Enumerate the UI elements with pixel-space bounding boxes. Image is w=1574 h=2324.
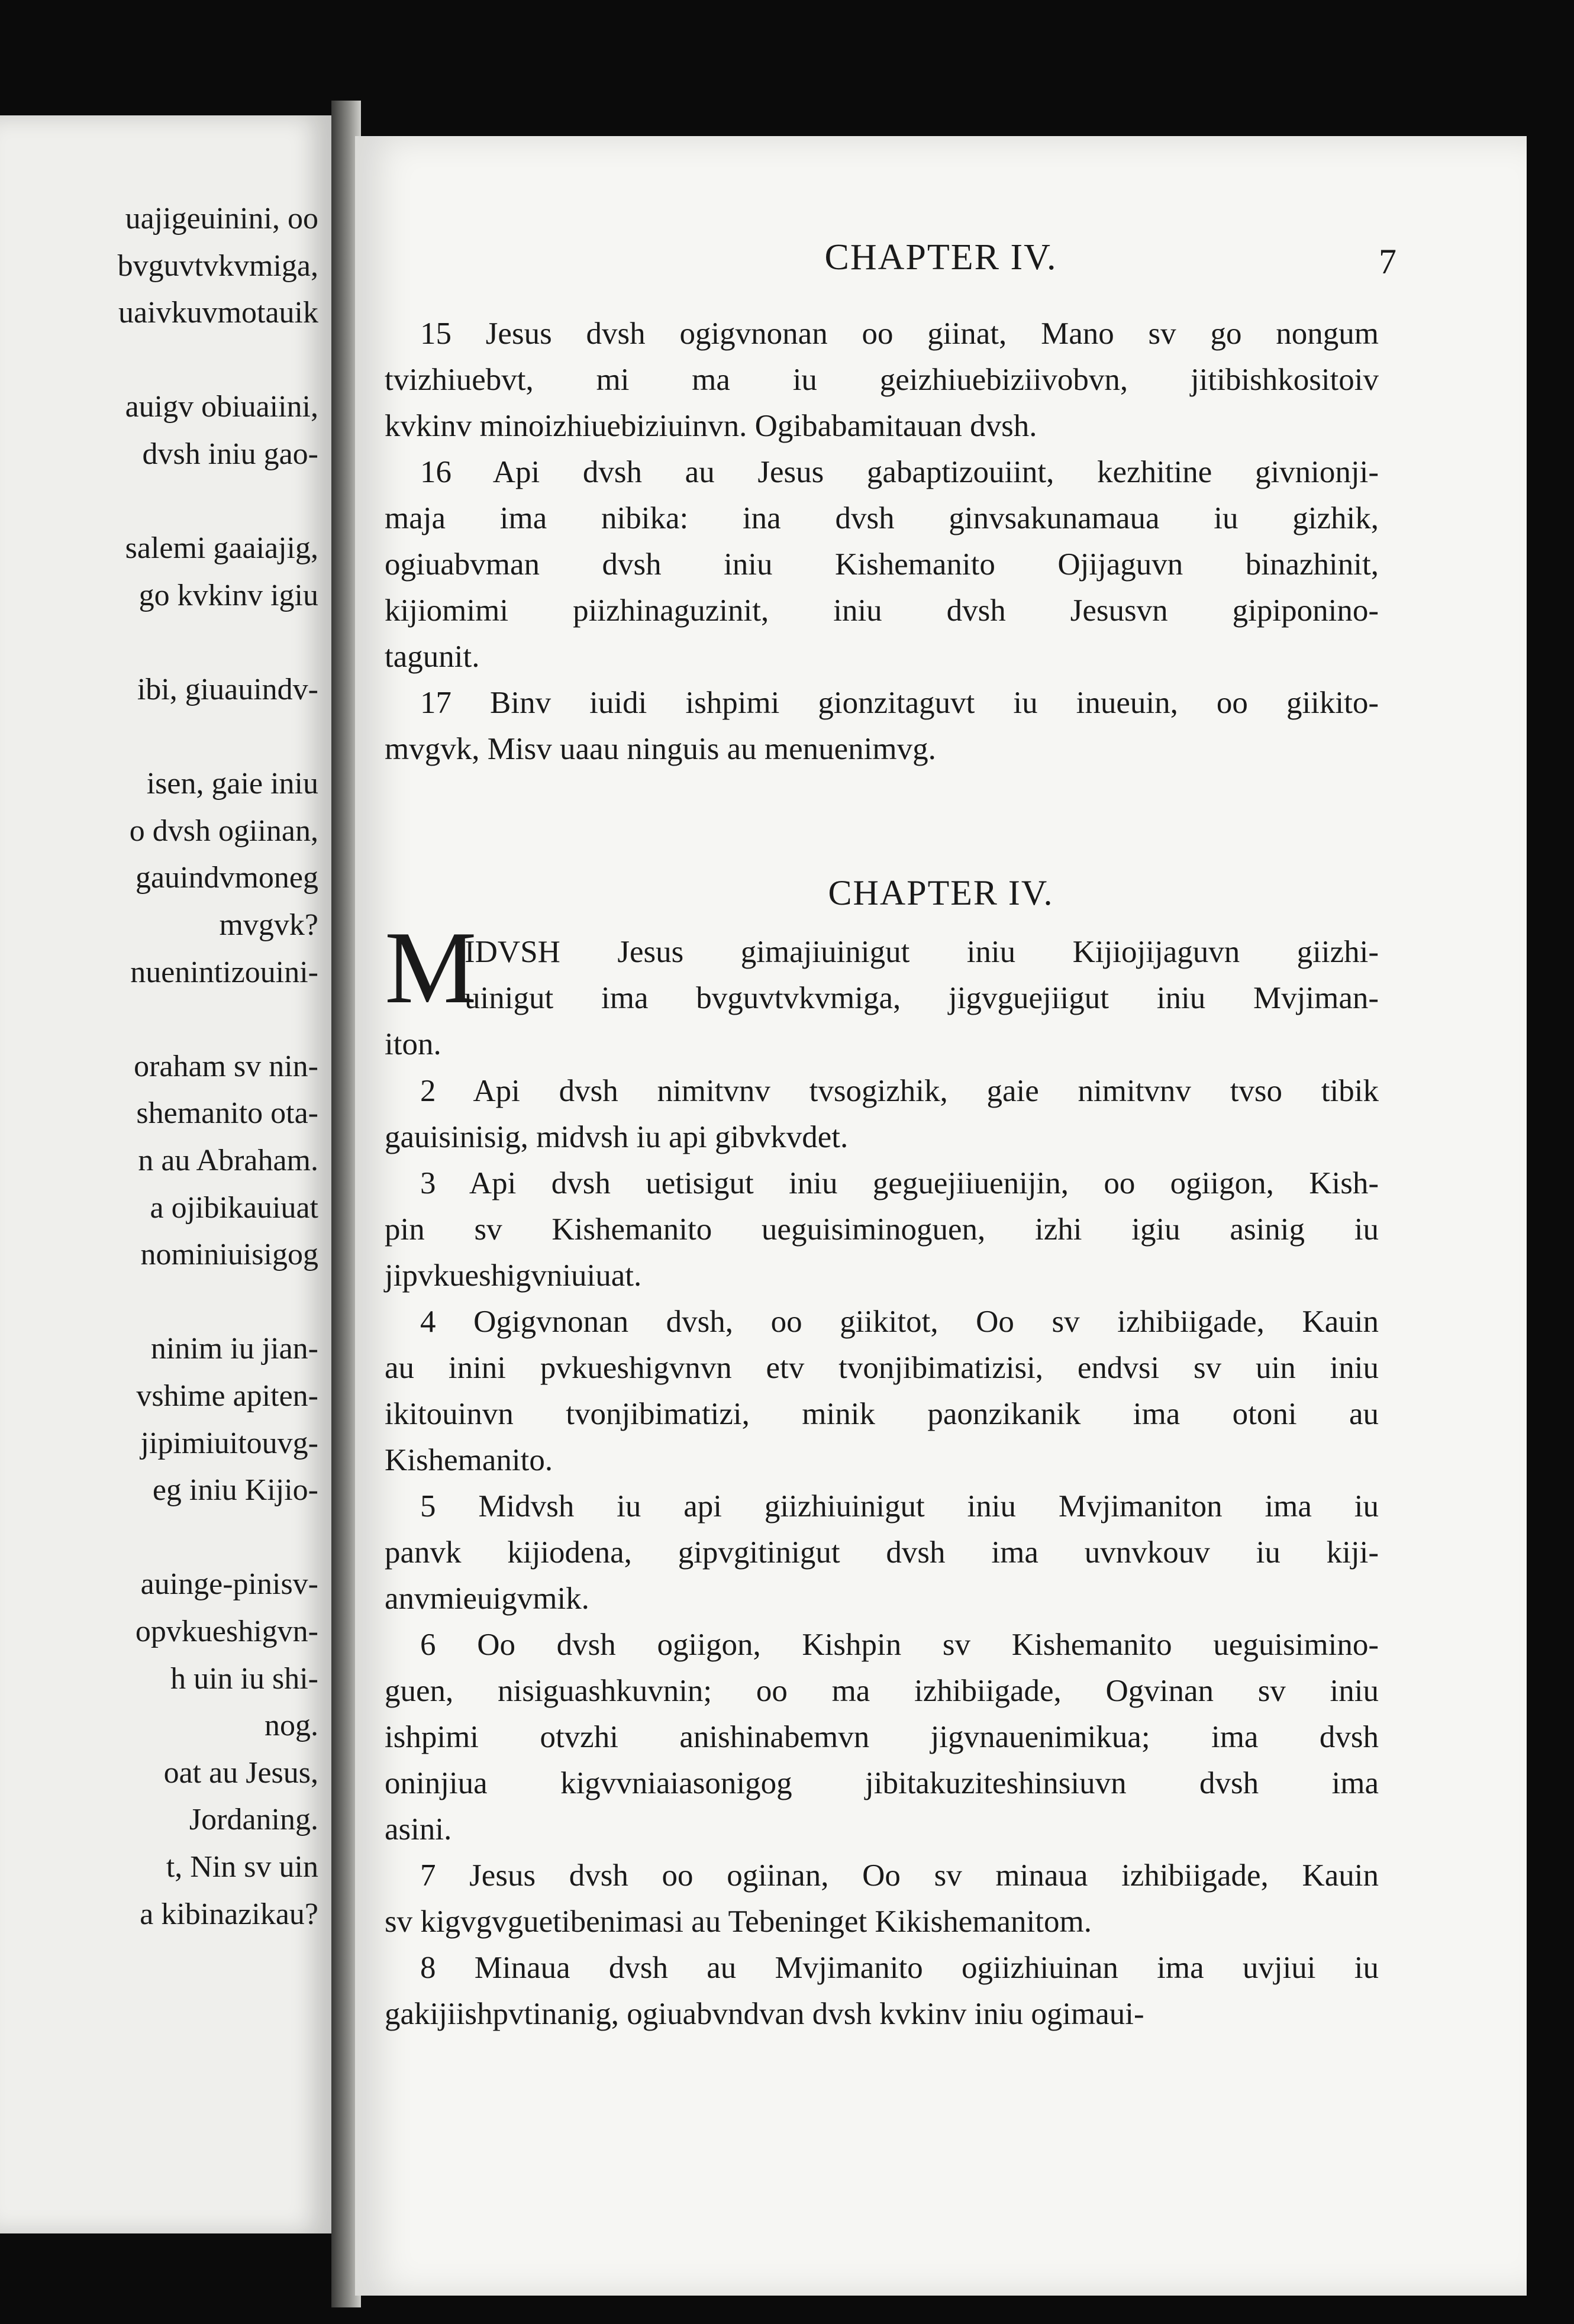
- verse-line: 8 Minaua dvsh au Mvjimanito ogiizhiuinan ima uvjiui iu: [420, 1951, 1379, 1985]
- left-page-line: auinge-pinisv-: [140, 1567, 318, 1602]
- drop-cap-initial: M: [385, 910, 477, 1025]
- verse-line: tagunit.: [385, 640, 480, 674]
- verse-paragraph: [385, 680, 1379, 772]
- left-page-line: gauindvmoneg: [135, 861, 318, 895]
- left-page-line: auigv obiuaiini,: [125, 390, 318, 424]
- left-page-line: bvguvtvkvmiga,: [117, 248, 318, 283]
- verse-line: anvmieuigvmik.: [385, 1581, 589, 1616]
- left-page-line: t, Nin sv uin: [166, 1850, 318, 1884]
- verse-line: 6 Oo dvsh ogiigon, Kishpin sv Kishemanito ueguisimino-: [420, 1628, 1379, 1662]
- verse-line: tvizhiuebvt, mi ma iu geizhiuebiziivobvn, jitibishkositoiv: [385, 363, 1379, 397]
- verse-line: au inini pvkueshigvnvn etv tvonjibimatizisi, endvsi sv uin iniu: [385, 1351, 1379, 1385]
- verse-line: 17 Binv iuidi ishpimi gionzitaguvt iu inueuin, oo giikito-: [420, 686, 1379, 720]
- left-page-line: n au Abraham.: [138, 1144, 318, 1177]
- left-page-line: Jordaning.: [189, 1803, 318, 1837]
- left-page-line: nuenintizouini-: [130, 955, 318, 989]
- verse-line: 7 Jesus dvsh oo ogiinan, Oo sv minaua izhibiigade, Kauin: [420, 1858, 1379, 1893]
- verse-line: ishpimi otvzhi anishinabemvn jigvnauenimikua; ima dvsh: [385, 1720, 1379, 1754]
- left-page-line: jipimiuitouvg-: [140, 1426, 318, 1460]
- first-verse-line: uinigut ima bvguvtvkvmiga, jigvguejiigut iniu Mvjiman-: [465, 981, 1379, 1015]
- verse-line: oninjiua kigvvniaiasonigog jibitakuziteshinsiuvn dvsh ima: [385, 1766, 1379, 1800]
- verse-paragraph: [385, 1945, 1379, 2037]
- verse-paragraph: [385, 1622, 1379, 1852]
- verse-paragraph: [385, 311, 1379, 449]
- verse-paragraph: [385, 1299, 1379, 1483]
- verse-line: kvkinv minoizhiuebiziuinvn. Ogibabamitauan dvsh.: [385, 409, 1037, 443]
- verse-line: pin sv Kishemanito ueguisiminoguen, izhi igiu asinig iu: [385, 1212, 1379, 1247]
- page-number: 7: [1379, 242, 1396, 281]
- left-page-line: dvsh iniu gao-: [142, 437, 318, 471]
- verse-line: gauisinisig, midvsh iu api gibvkvdet.: [385, 1120, 849, 1154]
- left-page-line: salemi gaaiajig,: [125, 531, 318, 566]
- left-page-line: o dvsh ogiinan,: [129, 814, 318, 848]
- left-page-line: opvkueshigvn-: [135, 1615, 318, 1648]
- verse-paragraph: [385, 1483, 1379, 1622]
- left-page-line: uajigeuinini, oo: [125, 202, 318, 235]
- left-page-line: uaivkuvmotauik: [118, 296, 318, 330]
- verse-line: ogiuabvman dvsh iniu Kishemanito Ojijaguvn binazhinit,: [385, 547, 1379, 582]
- left-page-line: h uin iu shi-: [170, 1661, 318, 1696]
- verse-line: 16 Api dvsh au Jesus gabaptizouiint, kezhitine givnionji-: [420, 455, 1379, 489]
- left-page-line: oraham sv nin-: [134, 1049, 318, 1083]
- verse-line: asini.: [385, 1812, 452, 1847]
- verse-paragraph: [385, 1852, 1379, 1945]
- verse-line: 4 Ogigvnonan dvsh, oo giikitot, Oo sv izhibiigade, Kauin: [420, 1305, 1379, 1339]
- verse-line: guen, nisiguashkuvnin; oo ma izhibiigade, Ogvinan sv iniu: [385, 1674, 1379, 1708]
- left-page-line: isen, gaie iniu: [146, 767, 318, 801]
- left-page-line: ibi, giuauindv-: [137, 673, 318, 706]
- verse-line: 3 Api dvsh uetisigut iniu geguejiiuenijin, oo ogiigon, Kish-: [420, 1166, 1379, 1200]
- left-page-line: ninim iu jian-: [150, 1332, 318, 1366]
- verse-line: 15 Jesus dvsh ogigvnonan oo giinat, Mano sv go nongum: [420, 317, 1379, 351]
- left-facing-page: [0, 115, 333, 2233]
- left-page-line: nog.: [265, 1709, 318, 1743]
- verse-line: jipvkueshigvniuiuat.: [385, 1258, 642, 1293]
- verse-paragraph: [385, 449, 1379, 680]
- verse-line: ikitouinvn tvonjibimatizi, minik paonzikanik ima otoni au: [385, 1397, 1379, 1431]
- running-head: CHAPTER IV.: [824, 237, 1057, 277]
- verse-paragraph: [385, 1068, 1379, 1160]
- verse-line: mvgvk, Misv uaau ninguis au menuenimvg.: [385, 732, 936, 766]
- verse-line: kijiomimi piizhinaguzinit, iniu dvsh Jesusvn gipiponino-: [385, 593, 1379, 628]
- verse-paragraph: [385, 1160, 1379, 1299]
- left-page-line: go kvkinv igiu: [138, 578, 318, 612]
- verse-line: gakijiishpvtinanig, ogiuabvndvan dvsh kvkinv iniu ogimaui-: [385, 1997, 1144, 2031]
- left-page-line: a kibinazikau?: [140, 1897, 318, 1931]
- left-page-line: shemanito ota-: [136, 1096, 318, 1131]
- first-verse-line: iton.: [385, 1027, 441, 1061]
- first-verse-line: IDVSH Jesus gimajiuinigut iniu Kijiojijaguvn giizhi-: [465, 935, 1379, 969]
- right-page: [355, 136, 1527, 2296]
- left-page-line: oat au Jesus,: [163, 1755, 318, 1790]
- left-page-line: eg iniu Kijio-: [152, 1473, 318, 1508]
- verse-line: maja ima nibika: ina dvsh ginvsakunamaua iu gizhik,: [385, 501, 1379, 535]
- left-page-line: nominiuisigog: [140, 1238, 318, 1272]
- verse-line: 2 Api dvsh nimitvnv tvsogizhik, gaie nimitvnv tvso tibik: [420, 1074, 1379, 1108]
- verse-line: sv kigvgvguetibenimasi au Tebeninget Kikishemanitom.: [385, 1905, 1092, 1939]
- left-page-line: a ojibikauiuat: [150, 1190, 318, 1225]
- left-page-line: mvgvk?: [219, 908, 318, 942]
- chapter-heading: CHAPTER IV.: [828, 873, 1054, 912]
- verse-line: Kishemanito.: [385, 1443, 553, 1477]
- verse-line: 5 Midvsh iu api giizhiuinigut iniu Mvjimaniton ima iu: [420, 1489, 1379, 1523]
- verse-line: panvk kijiodena, gipvgitinigut dvsh ima uvnvkouv iu kiji-: [385, 1535, 1379, 1570]
- left-page-line: vshime apiten-: [136, 1379, 318, 1413]
